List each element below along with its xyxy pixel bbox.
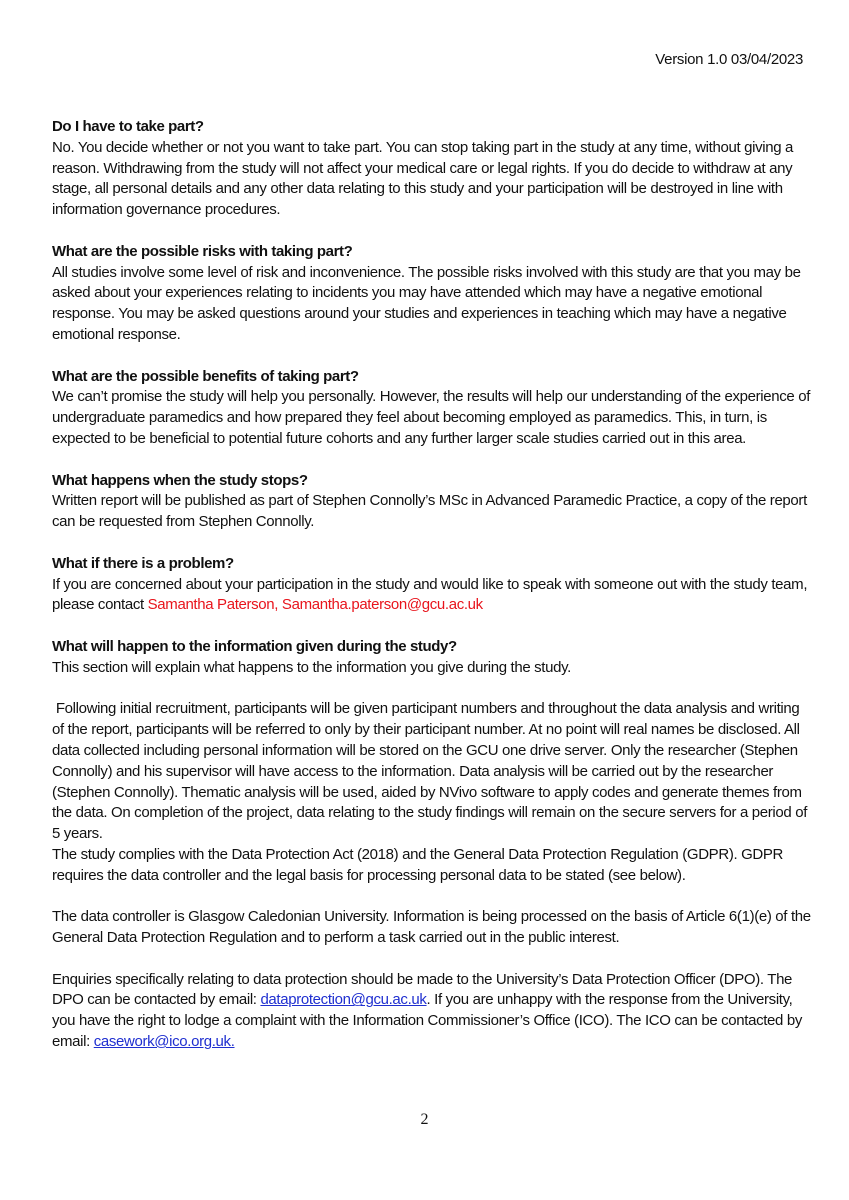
data-handling-text: Following initial recruitment, participants will be given participant numbers and throughout the data analysis and writing of the report, participants will be referred to only by their participant number. At no point will real names be disclosed. All data collected including personal information will be stored on the GCU one drive server. Only the researcher (Stephen Connolly) and his supervisor will have access to the information. Data analysis will be carried out by the researcher (Stephen Connolly). Thematic analysis will be used, aided by NVivo software to apply codes and generate themes from the data. On completion of the project, data relating to the study findings will remain on the secure servers for a period of 5 years. [52,700,811,843]
dpo-email-link[interactable]: dataprotection@gcu.ac.uk [260,991,427,1009]
section-risks [52,242,812,346]
section-heading: What happens when the study stops? [52,471,308,489]
document-body [52,117,812,1053]
section-heading: What are the possible risks with taking part? [52,242,353,260]
section-study-stops [52,471,812,533]
enquiries-text [52,970,812,1053]
ico-email-link[interactable]: casework@ico.org.uk. [93,1033,235,1051]
section-body: We can’t promise the study will help you personally. However, the results will help our understanding of the experience of undergraduate paramedics and how prepared they feel about becoming employed as paramedics. This, in turn, is expected to be beneficial to potential future cohorts and any further larger scale studies carried out in this area. [52,388,811,447]
data-handling-paragraphs [52,699,812,886]
section-heading: What will happen to the information given during the study? [52,637,457,655]
section-heading: Do I have to take part? [52,118,204,135]
section-take-part [52,117,812,221]
enquiries-paragraph [52,970,812,1053]
section-heading: What are the possible benefits of taking part? [52,367,359,385]
data-controller-paragraph [52,907,812,949]
section-benefits [52,367,812,450]
section-body: Written report will be published as part of Stephen Connolly’s MSc in Advanced Paramedic Practice, a copy of the report can be requested from Stephen Connolly. [52,492,807,531]
section-body: All studies involve some level of risk and inconvenience. The possible risks involved with this study are that you may be asked about your experiences relating to incidents you may have attended which may have a negative emotional response. You may be asked questions around your studies and experiences in teaching which may have a negative emotional response. [52,263,801,343]
version-label: Version 1.0 03/04/2023 [655,51,803,68]
contact-person: Samantha Paterson, Samantha.paterson@gcu.ac.uk [147,596,483,614]
section-body: This section will explain what happens to the information you give during the study. [52,658,571,676]
data-controller-text: The data controller is Glasgow Caledonian University. Information is being processed on the basis of Article 6(1)(e) of the General Data Protection Regulation and to perform a task carried out in the public interest. [52,908,811,947]
page-number: 2 [420,1111,429,1128]
section-body [52,575,812,617]
gdpr-text: The study complies with the Data Protection Act (2018) and the General Data Protection Regulation (GDPR). GDPR requires the data controller and the legal basis for processing personal data to be stated (see below). [52,845,784,884]
enquiries-text-b: . If you are unhappy with the response from the University, you have the right to lodge a complaint with the Information Commissioner’s Office (ICO). The ICO can be contacted by email: [52,991,802,1051]
section-body-text: If you are concerned about your participation in the study and would like to speak with someone out with the study team, please contact [52,575,808,614]
section-information [52,637,812,679]
enquiries-text-a: Enquiries specifically relating to data protection should be made to the University’s Data Protection Officer (DPO). The DPO can be contacted by email: [52,970,793,1009]
section-heading: What if there is a problem? [52,554,234,572]
section-problem [52,554,812,616]
section-body: No. You decide whether or not you want to take part. You can stop taking part in the study at any time, without giving a reason. Withdrawing from the study will not affect your medical care or legal rights. If you do decide to withdraw at any stage, all personal details and any other data relating to this study and your participation will be destroyed in line with information governance procedures. [52,138,793,219]
